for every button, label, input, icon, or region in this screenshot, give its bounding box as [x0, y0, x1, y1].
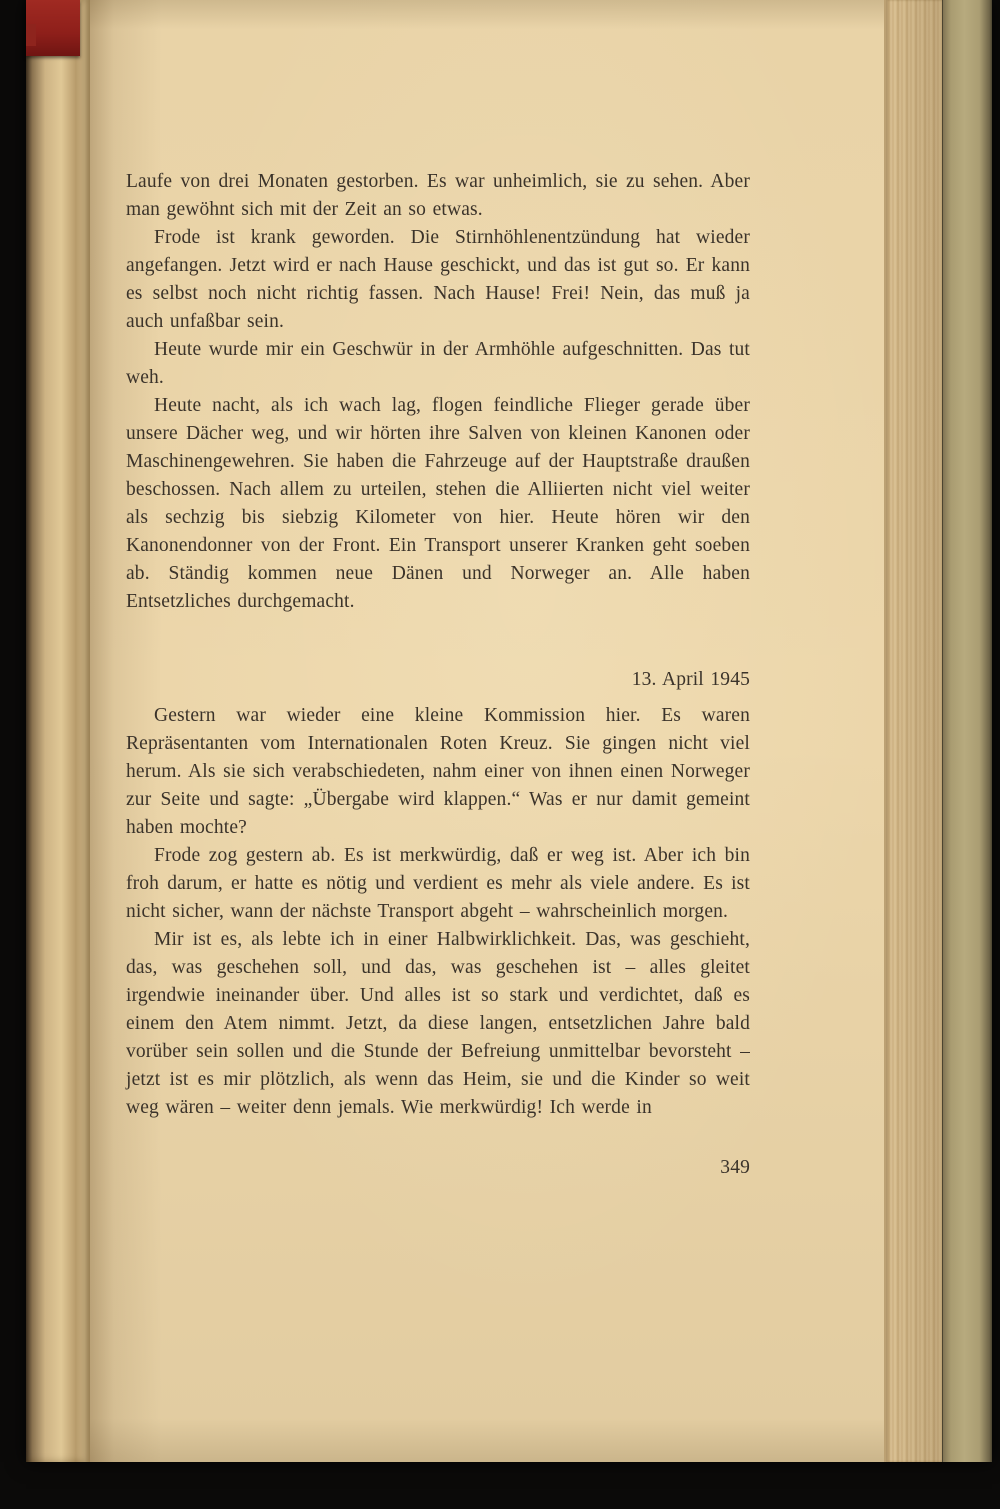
paragraph: Heute nacht, als ich wach lag, flogen feindliche Flieger gerade über unsere Dächer weg, und wir hörten ihre Salven von kleinen Kanonen oder Maschinengewehren. Sie haben die Fahrzeuge auf der Hauptstraße draußen beschossen. Nach allem zu urteilen, stehen die Alliierten nicht viel weiter als sechzig bis siebzig Kilometer von hier. Heute hören wir den Kanonendonner von der Front. Ein Transport unserer Kranken geht soeben ab. Ständig kommen neue Dänen und Norweger an. Alle haben Entsetzliches durchgemacht. [126, 395, 750, 612]
paragraph: Frode ist krank geworden. Die Stirnhöhlenentzündung hat wieder angefangen. Jetzt wird er nach Hause geschickt, und das ist gut so. Er kann es selbst noch nicht richtig fassen. Nach Hause! Frei! Nein, das muß ja auch unfaßbar sein. [126, 227, 750, 332]
book-scan [26, 0, 992, 1462]
stacked-page-edges [884, 0, 942, 1462]
book-spine-gutter [26, 0, 90, 1462]
paragraph-continuation: Laufe von drei Monaten gestorben. Es war unheimlich, sie zu sehen. Aber man gewöhnt sich mit der Zeit an so etwas. [126, 171, 750, 220]
date-heading: 13. April 1945 [631, 669, 750, 690]
page-number: 349 [720, 1157, 750, 1178]
back-cover-edge [942, 0, 992, 1462]
book-page [90, 0, 884, 1462]
paragraph: Mir ist es, als lebte ich in einer Halbwirklichkeit. Das, was geschieht, das, was geschehen soll, und das, was geschehen ist – alles gleitet irgendwie ineinander über. Und alles ist so stark und verdichtet, daß es einem den Atem nimmt. Jetzt, da diese langen, entsetzlichen Jahre bald vorüber sein sollen und die Stunde der Befreiung unmittelbar bevorsteht – jetzt ist es mir plötzlich, als wenn das Heim, sie und die Kinder so weit weg wären – weiter denn jemals. Wie merkwürdig! Ich werde in [126, 929, 750, 1118]
paragraph: Gestern war wieder eine kleine Kommission hier. Es waren Repräsentanten vom Internationalen Roten Kreuz. Sie gingen nicht viel herum. Als sie sich verabschiedeten, nahm einer von ihnen einen Norweger zur Seite und sagte: „Übergabe wird klappen.“ Was er nur damit gemeint haben mochte? [126, 705, 750, 838]
spine-ribbon-marker [26, 24, 36, 46]
paragraph: Frode zog gestern ab. Es ist merkwürdig, daß er weg ist. Aber ich bin froh darum, er hatte es nötig und verdient es mehr als viele andere. Es ist nicht sicher, wann der nächste Transport abgeht – wahrscheinlich morgen. [126, 845, 750, 922]
paragraph: Heute wurde mir ein Geschwür in der Armhöhle aufgeschnitten. Das tut weh. [126, 339, 750, 388]
page-text-block [126, 168, 750, 1182]
